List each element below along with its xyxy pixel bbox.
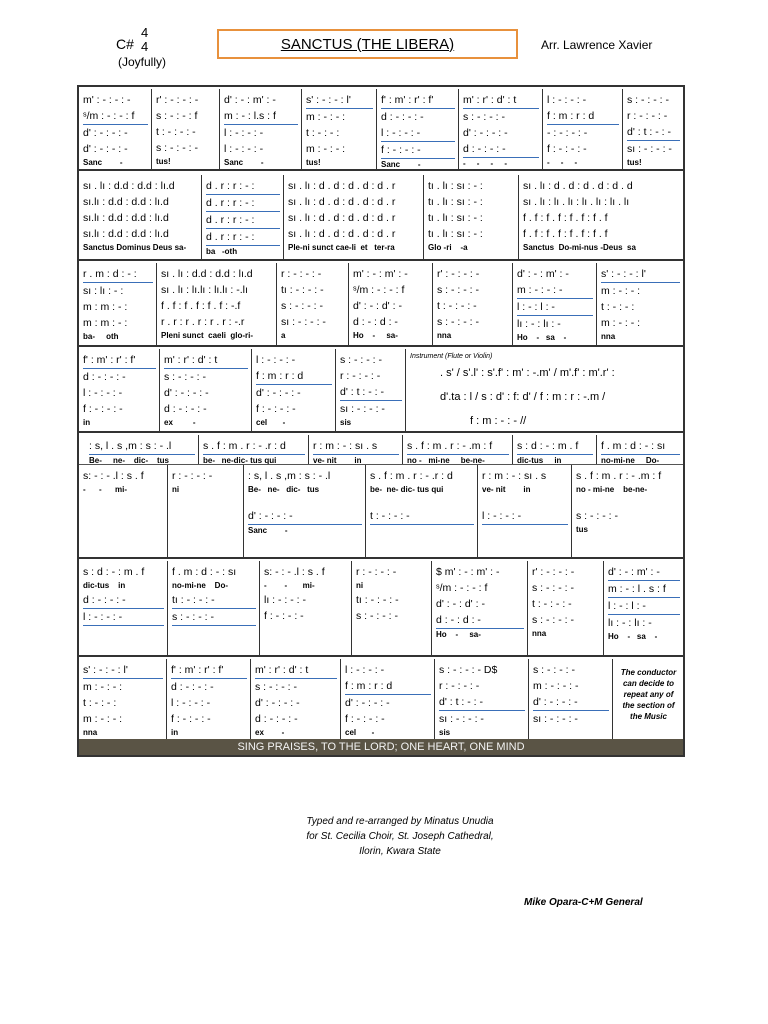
- notes-line: sı . lı : d . d : d . d : d . r: [288, 212, 396, 224]
- notes-line: t : - : - :: [601, 301, 635, 313]
- lyric: no-mi-ne Do-: [601, 456, 660, 464]
- lyric: nna: [532, 629, 547, 638]
- measure: [252, 349, 336, 431]
- notes-line: m : m : - :: [83, 317, 128, 329]
- notes-line: r : m : - : sı . s: [313, 438, 399, 455]
- score-system: [79, 561, 683, 657]
- measure: [79, 263, 157, 345]
- measure: [168, 465, 244, 557]
- notes-line: m : - : - :: [83, 713, 123, 725]
- measure: [251, 659, 341, 739]
- notes-line: tı : - : - : -: [356, 594, 399, 606]
- notes-line: f : m : r : d: [547, 108, 619, 125]
- time-signature-bottom: 4: [141, 39, 149, 54]
- lyric: be- ne- dic- tus qui: [370, 485, 444, 494]
- measure: [424, 175, 519, 259]
- notes-line: s' : - : - : l': [601, 266, 680, 283]
- notes-line: l : - : l : -: [608, 598, 680, 615]
- notes-line: m : - : - : -: [517, 282, 593, 299]
- notes-line: s : d : - : m . f: [517, 438, 593, 455]
- lyric: Glo -ri -a: [428, 243, 468, 252]
- notes-line: d : - : - : -: [381, 111, 424, 123]
- key-signature: C#: [116, 36, 134, 52]
- notes-line: s : d : - : m . f: [83, 566, 145, 578]
- time-signature-top: 4: [141, 25, 149, 40]
- measure: [366, 465, 478, 557]
- notes-line: s . f : m . r : - .m : f: [576, 470, 662, 482]
- notes-line: r : - : - : -: [172, 470, 213, 482]
- notes-line: f' : m' : r' : f': [381, 92, 455, 109]
- notes-line: f . f : f . f : f . f : f . f: [523, 228, 608, 240]
- notes-line: d . r : r : - :: [206, 212, 280, 229]
- notes-line: sı : - : - : -: [281, 316, 326, 328]
- lyric: Be- ne- dic- tus: [89, 456, 170, 464]
- lyric: Ho - sa-: [436, 630, 481, 639]
- lyric: nna: [83, 728, 98, 737]
- measure: [220, 89, 302, 169]
- lyric: in: [83, 418, 91, 427]
- notes-line: d' : - : - : -: [255, 697, 300, 709]
- lyric: tus: [576, 525, 588, 534]
- notes-line: m : - : - :: [601, 285, 641, 297]
- lyric: tus!: [156, 157, 171, 166]
- measure: [604, 561, 683, 655]
- notes-line: t : - : - : -: [370, 508, 474, 525]
- measure: [79, 561, 168, 655]
- measure: [277, 263, 349, 345]
- notes-line: d' : - : m' : -: [224, 94, 276, 106]
- notes-line: f . f : f . f : f . f : f . f: [523, 212, 608, 224]
- lyric: ve- nit in: [313, 456, 362, 464]
- notes-line: m' : - : - : -: [83, 94, 131, 106]
- measure: [433, 263, 513, 345]
- notes-line: s : - : - : -: [576, 510, 618, 522]
- notes-line: sı . lı : d . d : d . d : d . r: [288, 180, 396, 192]
- arranger: Arr. Lawrence Xavier: [541, 38, 653, 52]
- lyric: Sanc -: [224, 158, 264, 167]
- measure: [244, 465, 366, 557]
- notes-line: s : - : - : - D$: [439, 664, 498, 676]
- notes-line: l : - : - : -: [171, 697, 211, 709]
- measure: [160, 349, 252, 431]
- notes-line: m : - : - :: [83, 681, 123, 693]
- notes-line: l : - : - : -: [381, 125, 455, 142]
- notes-line: sı : - : - : -: [340, 403, 385, 415]
- measure: [260, 561, 352, 655]
- credit-line: Ilorin, Kwara State: [359, 846, 441, 857]
- notes-line: : s, l . s ,m : s : - .l: [89, 438, 195, 455]
- measure: [168, 561, 260, 655]
- notes-line: d' : - : - : -: [533, 694, 609, 711]
- lyric: - - mi-: [264, 581, 315, 590]
- score-system: [79, 89, 683, 171]
- measure: [79, 435, 199, 464]
- lyric: ve- nit in: [482, 485, 531, 494]
- notes-line: ˢ/m : - : - : f: [353, 284, 405, 296]
- lyric: cel -: [256, 418, 286, 427]
- time-signature: [141, 26, 148, 54]
- notes-line: f . m : d : - : sı: [172, 566, 237, 578]
- lyric: tus!: [306, 158, 321, 167]
- lyric: be- ne-dic- tus qui: [203, 456, 277, 464]
- notes-line: d' : t : - : -: [340, 384, 402, 401]
- notes-line: tı . lı : sı : - :: [428, 196, 483, 208]
- notes-line: d : - : - : -: [255, 713, 298, 725]
- measure: [459, 89, 543, 169]
- notes-line: d : - : - : -: [164, 403, 207, 415]
- notes-line: s : - : - : -: [356, 610, 398, 622]
- measure: [167, 659, 251, 739]
- notes-line: f : - : - : -: [264, 610, 304, 622]
- notes-line: d . r : r : - :: [206, 195, 280, 212]
- lyric: ex -: [255, 728, 285, 737]
- instrument-panel: [406, 349, 683, 431]
- notes-line: t : - : - :: [83, 697, 117, 709]
- notes-line: m : - : - :: [306, 143, 346, 155]
- notes-line: s : - : - : -: [255, 681, 297, 693]
- notes-line: s : - : - : -: [437, 316, 479, 328]
- lyric: no-mi-ne Do-: [172, 581, 228, 590]
- notes-line: d' : - : - : -: [463, 127, 508, 139]
- lyric: Sanc -: [248, 526, 288, 535]
- notes-line: t : - : - : -: [532, 598, 572, 610]
- notes-line: s : - : - : -: [533, 664, 575, 676]
- credit-line: for St. Cecilia Choir, St. Joseph Cathedral,: [306, 831, 494, 842]
- notes-line: sı : lı : - :: [83, 285, 124, 297]
- notes-line: d . r : r : - :: [206, 178, 280, 195]
- notes-line: l : - : - : -: [547, 94, 587, 106]
- footer-banner: SING PRAISES, TO THE LORD; ONE HEART, ONE MIND: [79, 739, 683, 755]
- lyric: dic-tus in: [517, 456, 562, 464]
- measure: [352, 561, 432, 655]
- notes-line: f . m : d : - : sı: [601, 438, 680, 455]
- notes-line: sı . lı : lı . lı : lı . lı : lı . lı: [523, 196, 630, 208]
- lyric: ni: [356, 581, 364, 590]
- instrument-line: d'.ta : l / s : d' : f: d' / f : m : r : -.m /: [440, 391, 606, 403]
- notes-line: l : - : - : -: [256, 354, 296, 366]
- lyric: in: [171, 728, 179, 737]
- notes-line: $ m' : - : m' : -: [436, 566, 500, 578]
- measure: [79, 175, 202, 259]
- lyric: no - mi-ne be-ne-: [576, 485, 648, 494]
- measure: [597, 263, 683, 345]
- notes-line: d' : - : - : -: [83, 127, 128, 139]
- notes-line: r : - : - : -: [356, 566, 397, 578]
- notes-line: f : - : - : -: [381, 142, 455, 159]
- measure: [79, 465, 168, 557]
- notes-line: d' : - : m' : -: [608, 564, 680, 581]
- notes-line: sı.lı : d.d : d.d : lı.d: [83, 196, 169, 208]
- measure: [309, 435, 403, 464]
- lyric: nna: [601, 332, 616, 341]
- notes-line: l : - : l : -: [517, 299, 593, 316]
- notes-line: r . m : d : - :: [83, 266, 153, 283]
- score-system: [79, 175, 683, 261]
- measure: [478, 465, 572, 557]
- measure: [302, 89, 377, 169]
- notes-line: s . f : m . r : - .r : d: [203, 438, 305, 455]
- notes-line: f' : m' : r' : f': [83, 352, 156, 369]
- measure: [377, 89, 459, 169]
- measure: [528, 561, 604, 655]
- notes-line: : s, l . s ,m : s : - .l: [248, 470, 331, 482]
- lyric: Pleni sunct caeli glo-ri-: [161, 331, 254, 340]
- lyric: Sanctus Do-mi-nus -Deus sa: [523, 243, 636, 252]
- notes-line: f : - : - : -: [345, 713, 385, 725]
- notes-line: tı : - : - : -: [281, 284, 324, 296]
- notes-line: sı . lı : d.d : d.d : lı.d: [161, 268, 253, 280]
- notes-line: tı : - : - : -: [172, 592, 256, 609]
- notes-line: f : - : - : -: [547, 143, 587, 155]
- notes-line: d : - : - : -: [171, 681, 214, 693]
- notes-line: ˢ/m : - : - : f: [83, 108, 148, 125]
- measure: [572, 465, 683, 557]
- notes-line: s' : - : - : l': [83, 662, 163, 679]
- lyric: Be- ne- dic- tus: [248, 485, 320, 494]
- notes-line: sı . lı : lı.lı : lı.lı : -.lı: [161, 284, 248, 296]
- notes-line: d' : - : - : -: [83, 143, 128, 155]
- notes-line: t : - : - : -: [437, 300, 477, 312]
- measure: [403, 435, 513, 464]
- notes-line: m : - : l.s : f: [224, 108, 298, 125]
- conductor-note-box: [613, 659, 683, 739]
- lyric: no - mi-ne be-ne-: [407, 456, 485, 464]
- measure: [432, 561, 528, 655]
- notes-line: f' : m' : r' : f': [171, 662, 247, 679]
- score-system: [79, 465, 683, 559]
- notes-line: f : m : r : d: [256, 368, 332, 385]
- notes-line: s : - : - : -: [463, 111, 505, 123]
- title-box: [217, 29, 518, 59]
- notes-line: r : m : - : sı . s: [482, 470, 547, 482]
- notes-line: s : - : - : f: [156, 110, 198, 122]
- conductor-note: The conductor can decide to repeat any of the section of the Music: [620, 668, 677, 721]
- lyric: - - -: [547, 158, 578, 167]
- measure: [623, 89, 683, 169]
- notes-line: m : - : - :: [601, 317, 641, 329]
- lyric: ba -oth: [206, 247, 238, 256]
- measure: [529, 659, 613, 739]
- notes-line: m' : r' : d' : t: [164, 352, 248, 369]
- notes-line: l : - : - : -: [482, 508, 568, 525]
- notes-line: s: - : - .l : s . f: [83, 470, 144, 482]
- measure: [284, 175, 424, 259]
- notes-line: sı.lı : d.d : d.d : lı.d: [83, 212, 169, 224]
- measure: [79, 349, 160, 431]
- notes-line: t : - : - : -: [156, 126, 196, 138]
- notes-line: tı . lı : sı : - :: [428, 212, 483, 224]
- notes-line: sı . lı : d.d : d.d : lı.d: [83, 180, 175, 192]
- notes-line: l : - : - : -: [83, 387, 123, 399]
- notes-line: l : - : - : -: [224, 127, 264, 139]
- page-title: SANCTUS (THE LIBERA): [280, 35, 455, 53]
- notes-line: r' : - : - : -: [532, 566, 575, 578]
- notes-line: d : - : - : -: [83, 371, 126, 383]
- notes-line: s : - : - : -: [156, 142, 198, 154]
- credit-block: [300, 814, 500, 859]
- lyric: tus!: [627, 158, 642, 167]
- tempo-marking: (Joyfully): [118, 55, 167, 69]
- lyric: Ple-ni sunct cae-li et ter-ra: [288, 243, 395, 252]
- notes-line: m' : - : m' : -: [353, 268, 408, 280]
- lyric: Sanc -: [381, 160, 421, 169]
- notes-line: - : - : - : -: [547, 127, 588, 139]
- notes-line: sı : - : - : -: [533, 713, 578, 725]
- notes-line: d' : t : - : -: [627, 124, 680, 141]
- notes-line: m : - : l . s : f: [608, 581, 680, 598]
- measure: [152, 89, 220, 169]
- notes-line: sı : - : - : -: [627, 143, 672, 155]
- notes-line: f . f : f . f : f . f : -.f: [161, 300, 241, 312]
- notes-line: r : - : - : -: [281, 268, 322, 280]
- notes-line: m : m : - :: [83, 301, 128, 313]
- credit-line: Typed and re-arranged by Minatus Unudia: [306, 816, 494, 827]
- measure: [199, 435, 309, 464]
- notes-line: r : - : - : -: [340, 370, 381, 382]
- notes-line: d : - : - : -: [463, 141, 539, 158]
- measure: [513, 263, 597, 345]
- lyric: a: [281, 331, 286, 340]
- notes-line: d : - : d : -: [353, 316, 398, 328]
- notes-line: s : - : - : -: [164, 371, 206, 383]
- notes-line: s: - : - .l : s . f: [264, 566, 325, 578]
- notes-line: t : - : - :: [306, 127, 340, 139]
- lyric: Ho - sa -: [517, 333, 567, 342]
- notes-line: d' : - : d' : -: [353, 300, 402, 312]
- lyric: dic-tus in: [83, 581, 126, 590]
- lyric: Sanctus Dominus Deus sa-: [83, 243, 187, 252]
- measure: [79, 659, 167, 739]
- lyric: Ho - sa-: [353, 331, 398, 340]
- lyric: ba- oth: [83, 332, 119, 341]
- instrument-line: f : m : - : - //: [470, 415, 527, 427]
- notes-line: d' : - : - : -: [248, 508, 362, 525]
- instrument-line: . s' / s'.l' : s'.f' : m' : -.m' / m'.f' : m'.r' :: [440, 367, 615, 379]
- measure: [435, 659, 529, 739]
- notes-line: l : - : - : -: [345, 664, 385, 676]
- notes-line: s : - : - : -: [532, 614, 574, 626]
- measure: [341, 659, 435, 739]
- notes-line: d : - : - : -: [83, 592, 164, 609]
- lyric: ex -: [164, 418, 196, 427]
- notes-line: s : - : - : -: [437, 284, 479, 296]
- notes-line: d . r : r : - :: [206, 229, 280, 246]
- measure: [79, 89, 152, 169]
- notes-line: lı : - : - : -: [264, 594, 306, 606]
- lyric: nna: [437, 331, 452, 340]
- signature: Mike Opara-C+M General: [524, 897, 643, 908]
- notes-line: tı . lı : sı : - :: [428, 228, 483, 240]
- notes-line: sı : - : - : -: [439, 713, 484, 725]
- score-system: [79, 659, 683, 739]
- notes-line: r : - : - : -: [627, 110, 668, 122]
- notes-line: m : - : - : -: [533, 680, 579, 692]
- notes-line: sı . lı : d . d : d . d : d . r: [288, 228, 396, 240]
- lyric: Sanc -: [83, 158, 123, 167]
- notes-line: l : - : - : -: [224, 143, 264, 155]
- notes-line: m' : r' : d' : t: [463, 92, 539, 109]
- notes-line: ˢ/m : - : - : f: [436, 582, 488, 594]
- notes-line: lı : - : lı : -: [608, 617, 652, 629]
- measure: [157, 263, 277, 345]
- notes-line: d : - : d : -: [436, 612, 524, 629]
- notes-line: r' : - : - : -: [437, 268, 480, 280]
- notes-line: sı.lı : d.d : d.d : lı.d: [83, 228, 169, 240]
- measure: [513, 435, 597, 464]
- notes-line: r . r : r . r : r . r : -.r: [161, 316, 245, 328]
- notes-line: s : - : - : -: [627, 94, 669, 106]
- lyric: cel -: [345, 728, 375, 737]
- notes-line: s' : - : - : l': [306, 92, 373, 109]
- score-system: [79, 263, 683, 347]
- notes-line: f : - : - : -: [256, 403, 296, 415]
- measure: [519, 175, 683, 259]
- notes-line: m : - : - :: [306, 111, 346, 123]
- lyric: - - - -: [463, 159, 507, 168]
- lyric: ni: [172, 485, 180, 494]
- lyric: Ho - sa -: [608, 632, 658, 641]
- notes-line: sı . lı : d . d : d . d : d . d: [523, 180, 633, 192]
- notes-line: m' : r' : d' : t: [255, 662, 337, 679]
- notes-line: tı . lı : sı : - :: [428, 180, 483, 192]
- measure: [597, 435, 683, 464]
- notes-line: lı : - : lı : -: [517, 318, 561, 330]
- notes-line: f : m : r : d: [345, 678, 431, 695]
- notes-line: d' : - : - : -: [256, 387, 301, 399]
- notes-line: s : - : - : -: [172, 609, 256, 626]
- notes-line: r' : - : - : -: [156, 94, 199, 106]
- notes-line: l : - : - : -: [83, 609, 164, 626]
- notes-line: d' : - : - : -: [164, 387, 209, 399]
- notes-line: f : - : - : -: [83, 403, 123, 415]
- lyric: - - mi-: [83, 485, 127, 494]
- measure: [349, 263, 433, 345]
- notes-line: f : - : - : -: [171, 713, 211, 725]
- notes-line: s : - : - : -: [340, 354, 382, 366]
- instrument-label: Instrument (Flute or Violin): [410, 353, 493, 360]
- lyric: sis: [439, 728, 451, 737]
- notes-line: s : - : - : -: [281, 300, 323, 312]
- measure: [543, 89, 623, 169]
- notes-line: r : - : - : -: [439, 680, 480, 692]
- notes-line: d' : - : m' : -: [517, 268, 569, 280]
- notes-line: d' : - : - : -: [345, 697, 390, 709]
- score-system: [79, 349, 683, 433]
- notes-line: d' : - : d' : -: [436, 598, 485, 610]
- notes-line: d' : t : - : -: [439, 694, 525, 711]
- measure: [202, 175, 284, 259]
- notes-line: s . f : m . r : - .r : d: [370, 470, 453, 482]
- score-frame: [77, 85, 685, 757]
- measure: [336, 349, 406, 431]
- lyric: sis: [340, 418, 352, 427]
- score-system: [79, 435, 683, 465]
- notes-line: s . f : m . r : - .m : f: [407, 438, 509, 455]
- notes-line: sı . lı : d . d : d . d : d . r: [288, 196, 396, 208]
- notes-line: s : - : - : -: [532, 582, 574, 594]
